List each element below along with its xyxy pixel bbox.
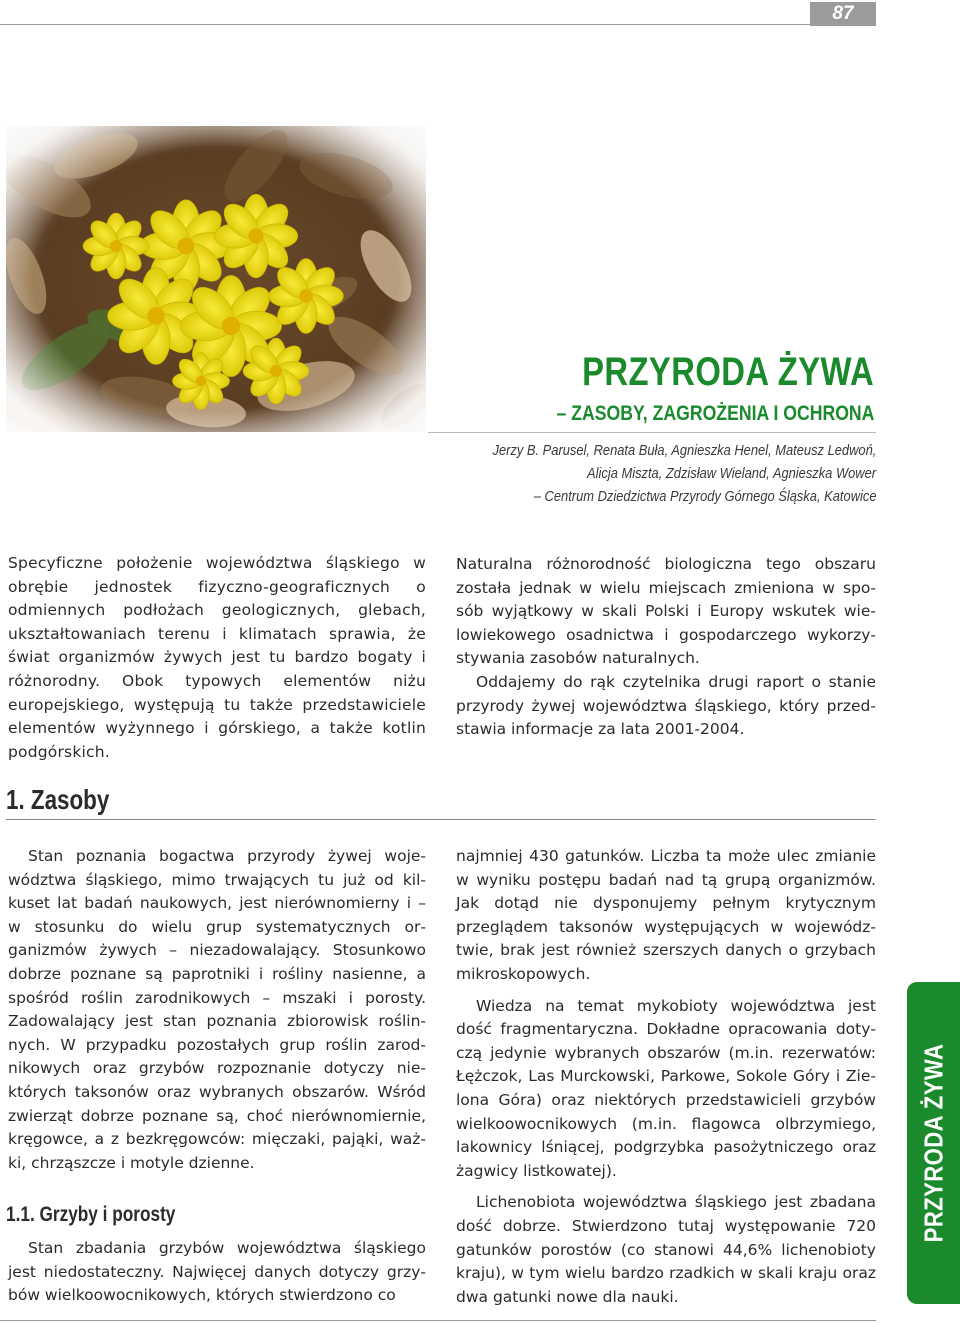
intro-paragraph: Specyficzne położenie województwa śląskiego w obrębie jednostek fizyczno-geograficznych o odmiennych podłożach geologicznych, glebach, ukształtowaniach terenu i klimatach sprawia, że świat organizmów żywych jest tu bardzo bogaty i różnorodny. Obok typowych elementów niżu europejskiego, występują tu także przedstawiciele elementów wyżynnego i górskiego, a także kotlin podgórskich. <box>8 554 426 761</box>
body-paragraph: Stan zbadania grzybów województwa śląskiego jest niedostateczny. Najwięcej danych dotyczy grzybów wielkoowocnikowych, których stwierdzono co <box>8 1239 426 1305</box>
section-divider <box>6 819 876 820</box>
authors-line-2: Alicja Miszta, Zdzisław Wieland, Agnieszka Wower <box>586 465 876 482</box>
side-tab-label: PRZYRODA ŻYWA <box>918 1043 948 1243</box>
body-paragraph: Stan poznania bogactwa przyrody żywej województwa śląskiego, mimo trwających tu już od kilkuset lat badań naukowych, jest nierównomierny i – w stosunku do wielu grup systematycznych organizmów żywych – niezadowalający. Stosunkowo dobrze poznane są paprotniki i rośliny nasienne, a spośród roślin zarodnikowych – mszaki i porosty. Zadowalający jest stan poznania zbiorowisk roślinnych. W przypadku pozostałych grup roślin zarodnikowych oraz grzybów rozpoznanie dotyczy niektórych taksonów oraz wybranych obszarów. Wśród zwierząt dobrze poznane są, choć nierównomiernie, kręgowce, a z bezkręgowców: mięczaki, pająki, ważki, chrząszcze i motyle dzienne. <box>8 847 426 1172</box>
title-divider <box>428 432 876 433</box>
body-paragraph: najmniej 430 gatunków. Liczba ta może ulec zmianie w wyniku postępu badań nad tą grupą organizmów. Jak dotąd nie dysponujemy pełnym krytycznym przeglądem taksonów występujących w województwie, brak jest również szerszych danych o grzybach mikroskopowych. <box>456 847 876 983</box>
body-right-column <box>456 845 876 1309</box>
subsection-heading: 1.1. Grzyby i porosty <box>6 1203 176 1226</box>
section-heading: 1. Zasoby <box>6 784 110 815</box>
page-number: 87 <box>810 2 876 26</box>
article-subtitle: – ZASOBY, ZAGROŻENIA I OCHRONA <box>556 402 874 425</box>
body-paragraph: Lichenobiota województwa śląskiego jest zbadana dość dobrze. Stwierdzono tutaj występowanie 720 gatunków porostów (co stanowi 44,6% lichenobioty kraju), w tym wielu bardzo rzadkich w skali kraju oraz dwa gatunki nowe dla nauki. <box>456 1193 876 1306</box>
intro-paragraph-2: Naturalna różnorodność biologiczna tego obszaru została jednak w wielu miejscach zmieniona w sposób wyjątkowy w skali Polski i Europy wskutek wielowiekowego osadnictwa i gospodarczego wykorzystywania zasobów naturalnych. <box>456 555 876 668</box>
article-title: PRZYRODA ŻYWA <box>581 350 874 394</box>
authors-line-1: Jerzy B. Parusel, Renata Buła, Agnieszka Henel, Mateusz Ledwoń, <box>492 442 876 459</box>
side-tab <box>907 982 960 1304</box>
footer-rule <box>0 1320 876 1321</box>
body-paragraph: Wiedza na temat mykobioty województwa jest dość fragmentaryczna. Dokładne opracowania dotyczą jedynie wybranych obszarów (m.in. rezerwatów: Łężczok, Las Murckowski, Parkowe, Sokole Góry i Zielona Góra) oraz niektórych przedstawicieli grzybów wielkoowocnikowych (m.in. flagowca olbrzymiego, lakownicy lśniącej, podgrzybka pasożytniczego oraz żagwicy listkowatej). <box>456 996 876 1180</box>
intro-left-column <box>8 552 426 764</box>
flower-photo <box>6 126 426 432</box>
header-rule <box>0 24 822 25</box>
intro-right-column <box>456 553 876 742</box>
body-left-column <box>8 845 426 1175</box>
institution: – Centrum Dziedzictwa Przyrody Górnego Śląska, Katowice <box>533 488 876 505</box>
subsection-text-column <box>8 1237 426 1308</box>
intro-paragraph-3: Oddajemy do rąk czytelnika drugi raport o stanie przyrody żywej województwa śląskiego, który przedstawia informacje za lata 2001-2004. <box>456 672 876 739</box>
